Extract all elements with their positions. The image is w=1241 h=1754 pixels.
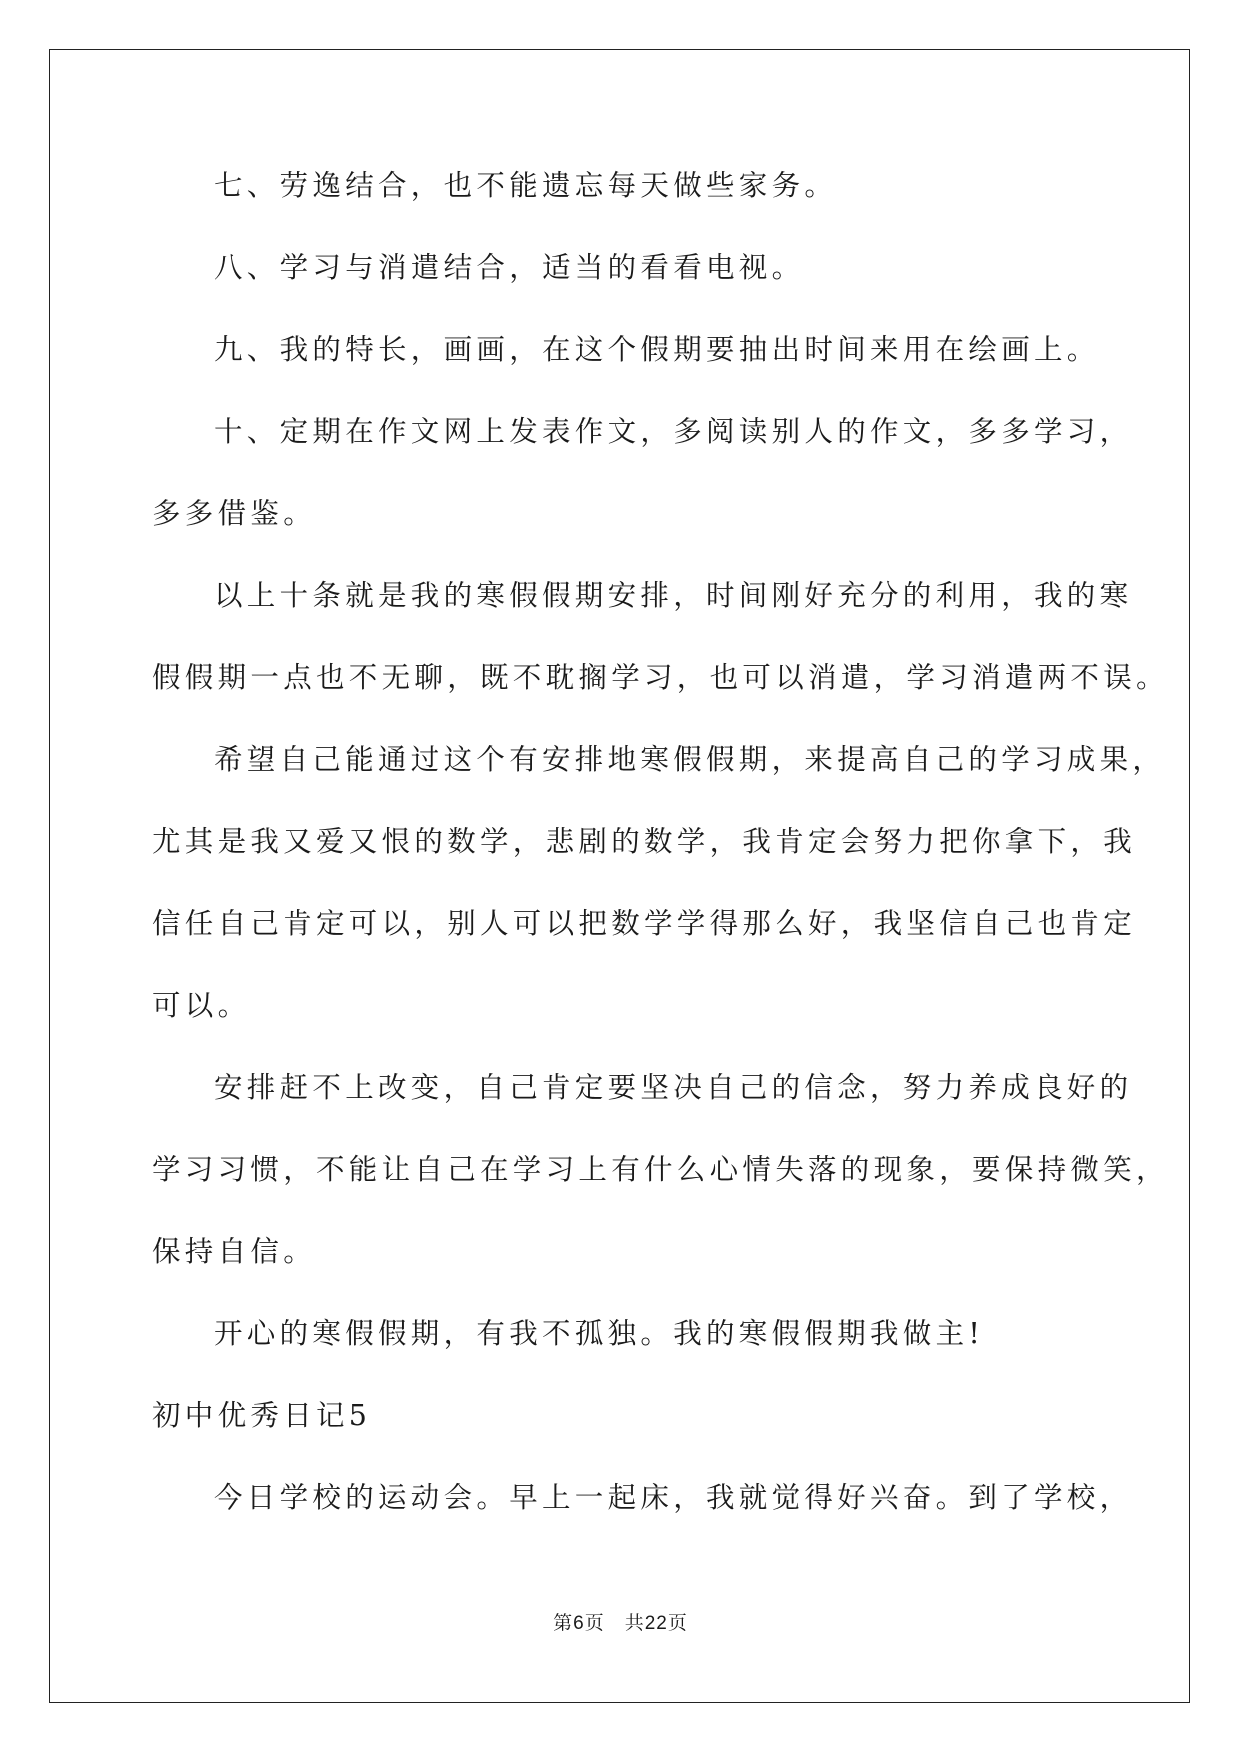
paragraph-line: 多多借鉴。 bbox=[152, 497, 317, 530]
footer-mid: 页 共 bbox=[584, 1612, 645, 1634]
footer-suffix: 页 bbox=[667, 1612, 688, 1634]
paragraph-line: 希望自己能通过这个有安排地寒假假期，来提高自己的学习成果， bbox=[214, 743, 1166, 776]
paragraph-line: 学习习惯，不能让自己在学习上有什么心情失落的现象，要保持微笑， bbox=[152, 1153, 1169, 1186]
footer-prefix: 第 bbox=[553, 1612, 574, 1634]
paragraph-line: 安排赶不上改变，自己肯定要坚决自己的信念，努力养成良好的 bbox=[214, 1071, 1133, 1104]
paragraph-line: 八、学习与消遣结合，适当的看看电视。 bbox=[214, 251, 805, 284]
paragraph-line: 开心的寒假假期，有我不孤独。我的寒假假期我做主! bbox=[214, 1317, 985, 1350]
paragraph-line: 以上十条就是我的寒假假期安排，时间刚好充分的利用，我的寒 bbox=[214, 579, 1133, 612]
paragraph-line: 假假期一点也不无聊，既不耽搁学习，也可以消遣，学习消遣两不误。 bbox=[152, 661, 1169, 694]
footer-total-pages: 22 bbox=[644, 1613, 668, 1634]
paragraph-line: 保持自信。 bbox=[152, 1235, 317, 1268]
paragraph-line: 七、劳逸结合，也不能遗忘每天做些家务。 bbox=[214, 169, 838, 202]
paragraph-line: 十、定期在作文网上发表作文，多阅读别人的作文，多多学习， bbox=[214, 415, 1133, 448]
paragraph-line: 可以。 bbox=[152, 989, 251, 1022]
section-heading: 初中优秀日记5 bbox=[152, 1399, 372, 1432]
page-footer bbox=[0, 1611, 1241, 1636]
page-border bbox=[49, 49, 1190, 1703]
paragraph-line: 今日学校的运动会。早上一起床，我就觉得好兴奋。到了学校， bbox=[214, 1481, 1133, 1514]
paragraph-line: 信任自己肯定可以，别人可以把数学学得那么好，我坚信自己也肯定 bbox=[152, 907, 1137, 940]
paragraph-line: 尤其是我又爱又恨的数学，悲剧的数学，我肯定会努力把你拿下，我 bbox=[152, 825, 1137, 858]
footer-page-number: 6 bbox=[573, 1613, 585, 1634]
paragraph-line: 九、我的特长，画画，在这个假期要抽出时间来用在绘画上。 bbox=[214, 333, 1100, 366]
